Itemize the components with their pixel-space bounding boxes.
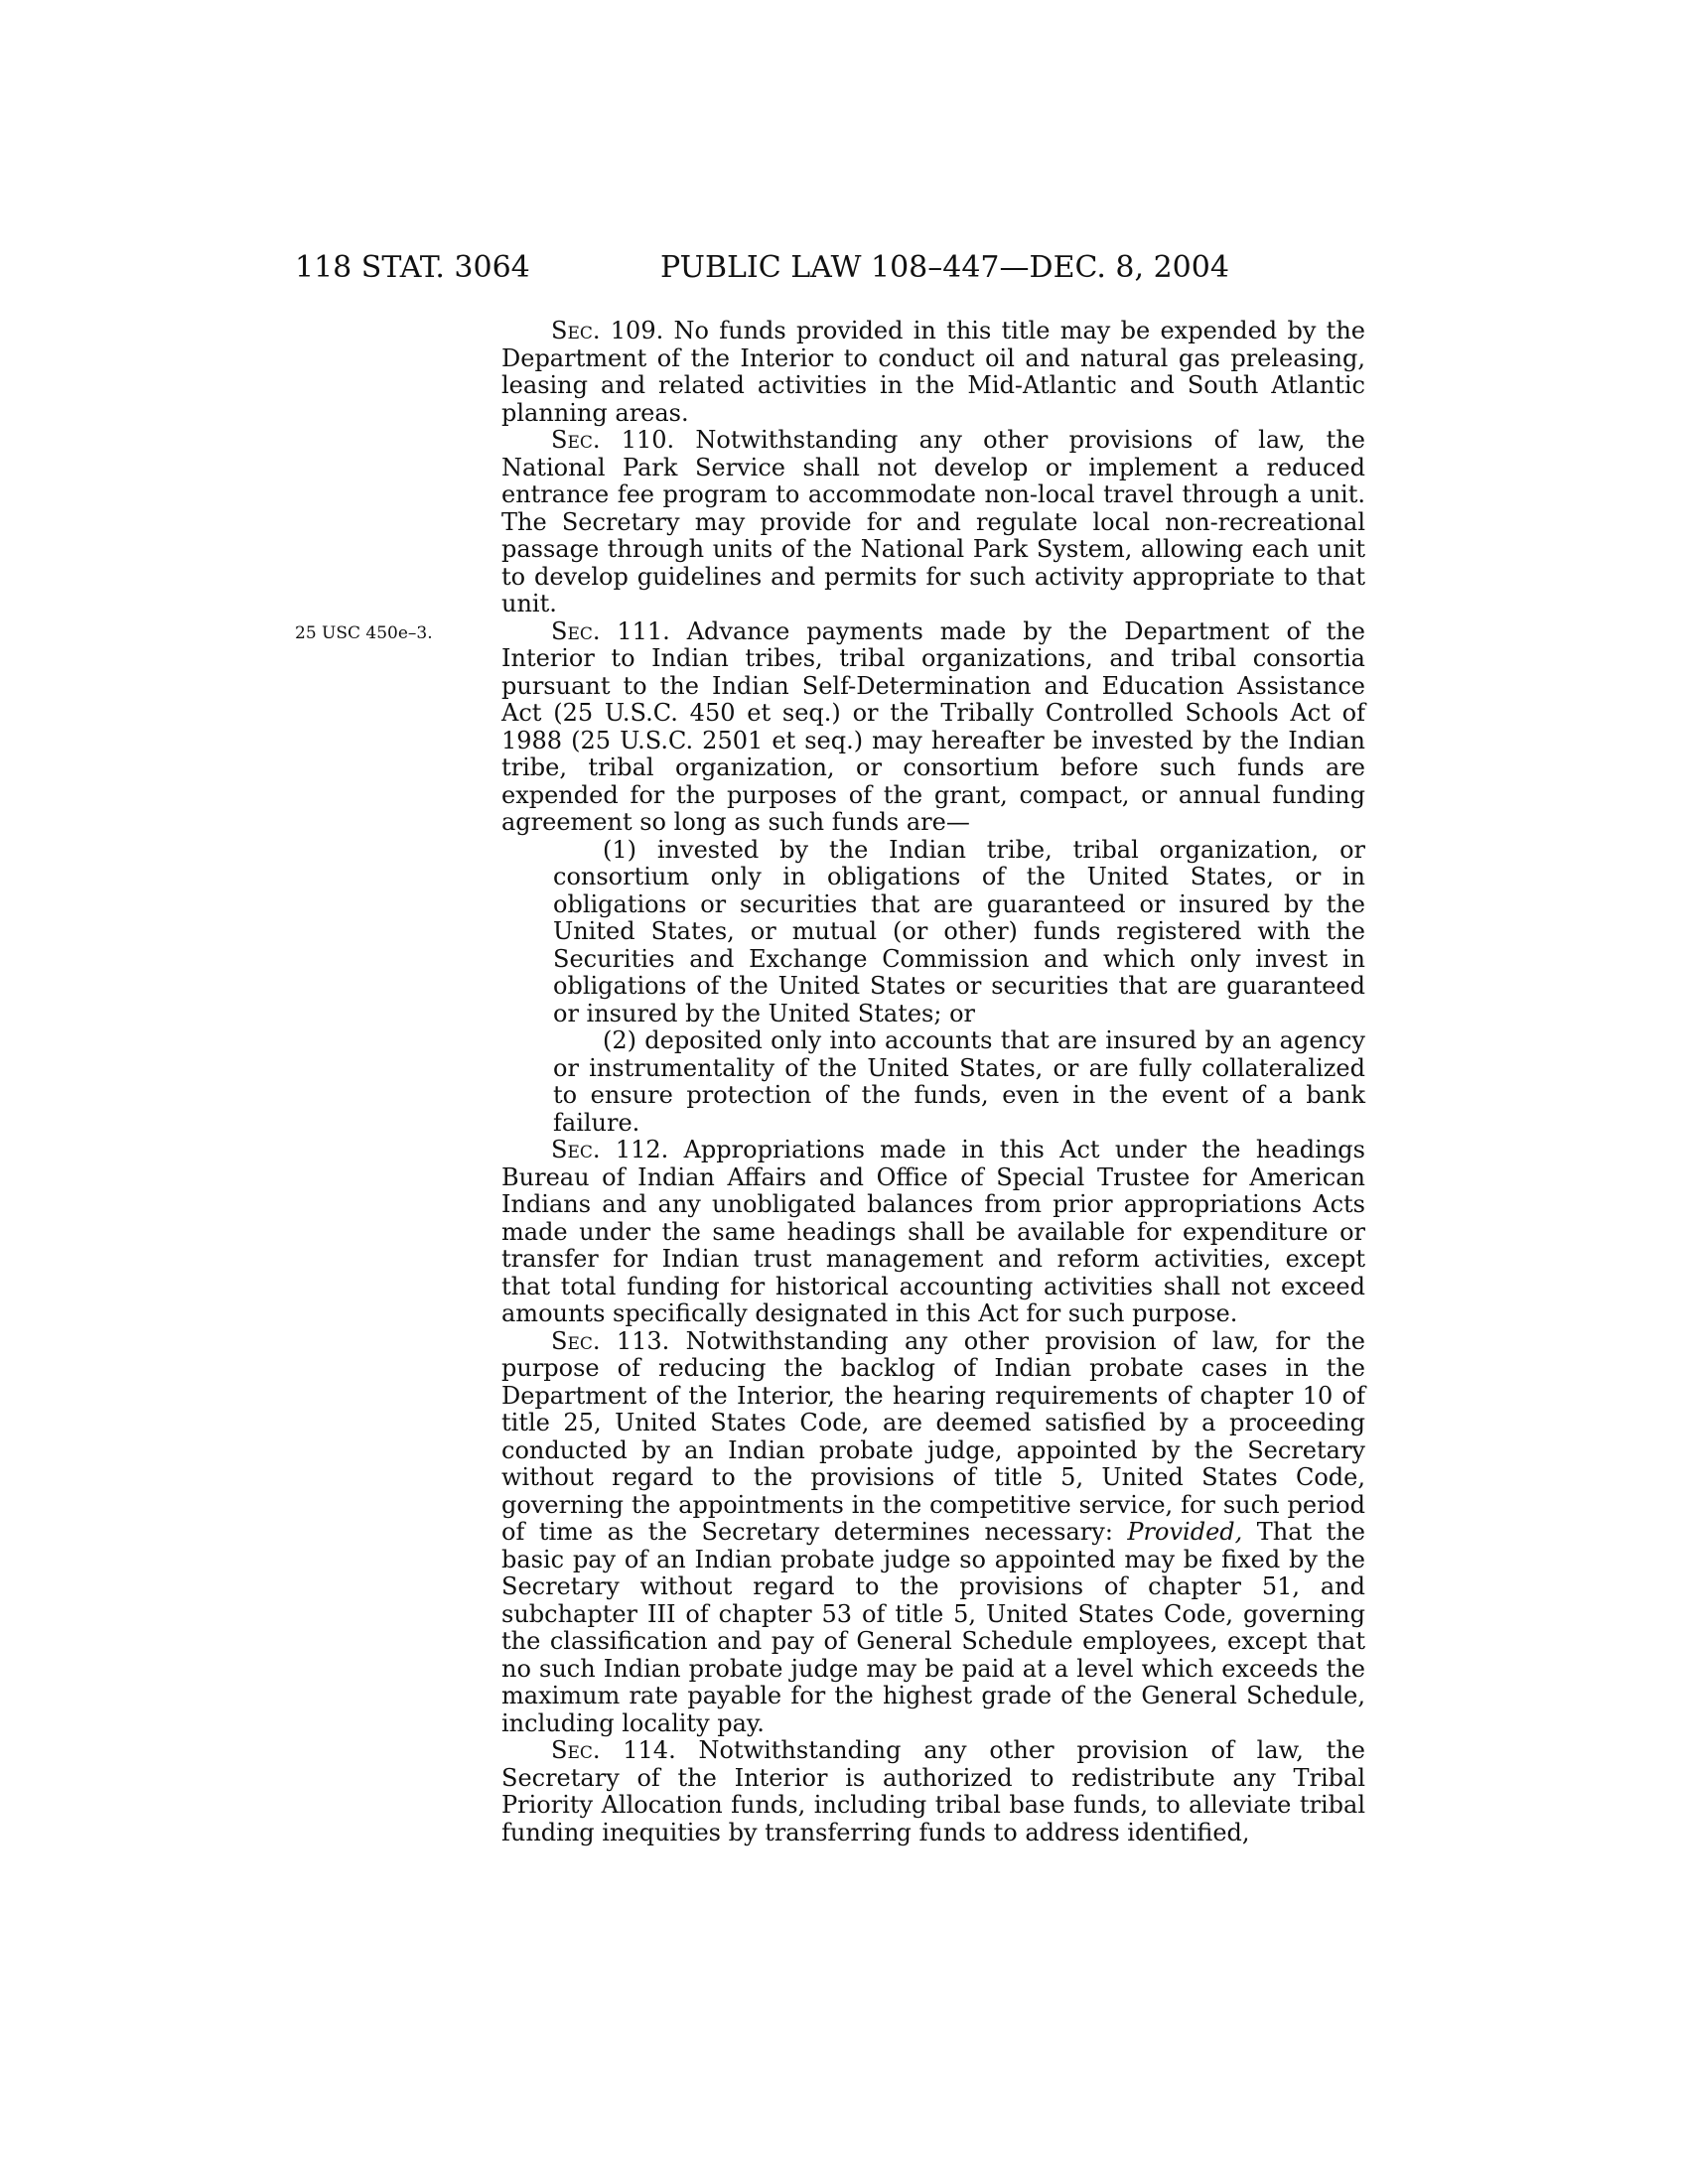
section-111	[501, 618, 1365, 837]
section-113	[501, 1328, 1365, 1738]
section-text: No funds provided in this title may be expended by the Department of the Interior to conduct oil and natural gas preleasing, leasing and related activities in the Mid-Atlantic and South Atlantic planning areas.	[501, 317, 1365, 427]
section-112	[501, 1137, 1365, 1328]
section-111-item-2: (2) deposited only into accounts that are insured by an agency or instrumentality of the United States, or are fully collateralized to ensure protection of the funds, even in the event of a bank failure.	[553, 1026, 1365, 1137]
section-number: Sec. 113.	[551, 1326, 670, 1355]
section-110	[501, 427, 1365, 618]
section-109	[501, 318, 1365, 427]
section-text-continued: That the basic pay of an Indian probate judge so appointed may be fixed by the Secretary without regard to the provisions of chapter 51, and subchapter III of chapter 53 of title 5, United States Code, governing the classification and pay of General Schedule employees, except that no such Indian probate judge may be paid at a level which exceeds the maximum rate payable for the highest grade of the General Schedule, including locality pay.	[501, 1518, 1365, 1737]
section-number: Sec. 110.	[551, 426, 675, 454]
section-number: Sec. 109.	[551, 317, 664, 344]
section-111-item-1: (1) invested by the Indian tribe, tribal organization, or consortium only in obligations of the United States, or in obligations or securities that are guaranteed or insured by the United States, or mutual (or other) funds registered with the Securities and Exchange Commission and which only invest in obligations of the United States or securities that are guaranteed or insured by the United States; or	[553, 835, 1365, 1027]
section-text: Appropriations made in this Act under the headings Bureau of Indian Affairs and Office of Special Trustee for American Indians and any unobligated balances from prior appropriations Acts made under the same headings shall be available for expenditure or transfer for Indian trust management and reform activities, except that total funding for historical accounting activities shall not exceed amounts specifically designated in this Act for such purpose.	[501, 1136, 1365, 1327]
section-text: Notwithstanding any other provision of law, for the purpose of reducing the backlog of Indian probate cases in the Department of the Interior, the hearing requirements of chapter 10 of title 25, United States Code, are deemed satisfied by a proceeding conducted by an Indian probate judge, appointed by the Secretary without regard to the provisions of title 5, United States Code, governing the appointments in the competitive service, for such period of time as the Secretary determines necessary:	[501, 1326, 1365, 1546]
page-header-stat: 118 STAT. 3064	[295, 250, 530, 285]
section-text: Notwithstanding any other provision of law, the Secretary of the Interior is authorized to redistribute any Tribal Priority Allocation funds, including tribal base funds, to alleviate tribal funding inequities by transferring funds to address identified,	[501, 1736, 1365, 1846]
margin-note-usc: 25 USC 450e–3.	[295, 623, 433, 643]
section-text-italic: Provided,	[1127, 1518, 1243, 1546]
section-number: Sec. 112.	[551, 1136, 669, 1163]
document-body	[501, 318, 1365, 1846]
section-114	[501, 1737, 1365, 1846]
section-number: Sec. 111.	[551, 616, 670, 645]
section-text: Notwithstanding any other provisions of law, the National Park Service shall not develop or implement a reduced entrance fee program to accommodate non-local travel through a unit. The Secretary may provide for and regulate local non-recreational passage through units of the National Park System, allowing each unit to develop guidelines and permits for such activity appropriate to that unit.	[501, 426, 1365, 617]
section-text: Advance payments made by the Department of the Interior to Indian tribes, tribal organizations, and tribal consortia pursuant to the Indian Self-Determination and Education Assistance Act (25 U.S.C. 450 et seq.) or the Tribally Controlled Schools Act of 1988 (25 U.S.C. 2501 et seq.) may hereafter be invested by the Indian tribe, tribal organization, or consortium before such funds are expended for the purposes of the grant, compact, or annual funding agreement so long as such funds are—	[501, 616, 1365, 836]
section-number: Sec. 114.	[551, 1736, 676, 1764]
page-header-law: PUBLIC LAW 108–447—DEC. 8, 2004	[660, 250, 1229, 285]
